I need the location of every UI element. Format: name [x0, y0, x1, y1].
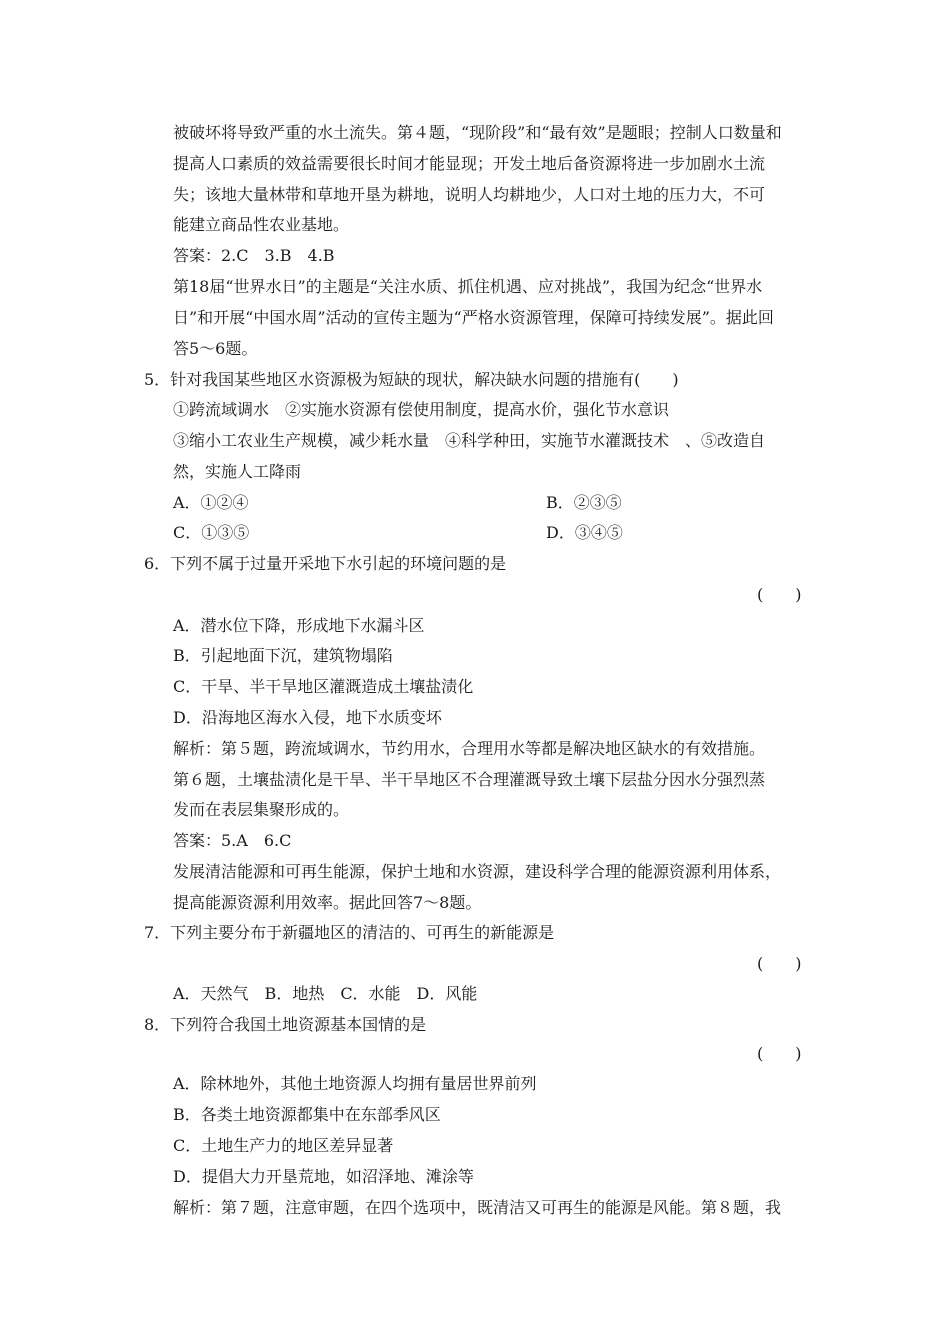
intro-line: 答5～6题。: [173, 339, 258, 358]
question-7-answer-blank: ( ): [757, 954, 802, 973]
question-5-option-b: B．②③⑤: [546, 493, 622, 512]
analysis-line: 解析：第５题，跨流域调水，节约用水，合理用水等都是解决地区缺水的有效措施。: [173, 739, 766, 758]
question-6-option: D．沿海地区海水入侵，地下水质变坏: [173, 708, 442, 727]
question-6-answer-blank: ( ): [757, 585, 802, 604]
question-6-option: B．引起地面下沉，建筑物塌陷: [173, 646, 393, 665]
intro-line: 提高能源资源利用效率。据此回答7～8题。: [173, 893, 482, 912]
answer-line: 答案：2.C 3.B 4.B: [173, 246, 335, 265]
analysis-line: 解析：第７题，注意审题，在四个选项中，既清洁又可再生的能源是风能。第８题，我: [173, 1198, 782, 1217]
question-6-option: C．干旱、半干旱地区灌溉造成土壤盐渍化: [173, 677, 474, 696]
question-5-item: 然，实施人工降雨: [173, 462, 302, 481]
analysis-line: 第６题，土壤盐渍化是干旱、半干旱地区不合理灌溉导致土壤下层盐分因水分强烈蒸: [173, 770, 766, 789]
question-5-item: ③缩小工农业生产规模，减少耗水量 ④科学种田，实施节水灌溉技术 、⑤改造自: [173, 431, 766, 450]
passage-line: 提高人口素质的效益需要很长时间才能显现；开发土地后备资源将进一步加剧水土流: [173, 154, 766, 173]
intro-line: 日”和开展“中国水周”活动的宣传主题为“严格水资源管理，保障可持续发展”。据此回: [173, 308, 774, 327]
question-7-stem: 7．下列主要分布于新疆地区的清洁的、可再生的新能源是: [144, 923, 555, 942]
question-5-option-a: A．①②④: [173, 493, 249, 512]
analysis-line: 发而在表层集聚形成的。: [173, 800, 350, 819]
question-5-item: ①跨流域调水 ②实施水资源有偿使用制度，提高水价，强化节水意识: [173, 400, 670, 419]
question-6-option: A．潜水位下降，形成地下水漏斗区: [173, 616, 425, 635]
question-8-option: C．土地生产力的地区差异显著: [173, 1136, 394, 1155]
question-8-answer-blank: ( ): [757, 1044, 802, 1063]
question-7-options: A．天然气 B．地热 C．水能 D．风能: [173, 984, 478, 1003]
passage-line: 失；该地大量林带和草地开垦为耕地，说明人均耕地少，人口对土地的压力大，不可: [173, 185, 766, 204]
question-5-option-d: D．③④⑤: [546, 523, 623, 542]
answer-line: 答案：5.A 6.C: [173, 831, 292, 850]
question-8-stem: 8．下列符合我国土地资源基本国情的是: [144, 1015, 427, 1034]
question-8-option: B．各类土地资源都集中在东部季风区: [173, 1105, 441, 1124]
intro-line: 发展清洁能源和可再生能源，保护土地和水资源，建设科学合理的能源资源利用体系，: [173, 862, 782, 881]
passage-line: 被破坏将导致严重的水土流失。第４题，“现阶段”和“最有效”是题眼；控制人口数量和: [173, 123, 782, 142]
question-5-stem: 5．针对我国某些地区水资源极为短缺的现状，解决缺水问题的措施有( ): [144, 370, 679, 389]
intro-line: 第18届“世界水日”的主题是“关注水质、抓住机遇、应对挑战”，我国为纪念“世界水: [173, 277, 763, 296]
question-6-stem: 6．下列不属于过量开采地下水引起的环境问题的是: [144, 554, 507, 573]
question-5-option-c: C．①③⑤: [173, 523, 250, 542]
question-8-option: A．除林地外，其他土地资源人均拥有量居世界前列: [173, 1074, 537, 1093]
question-8-option: D．提倡大力开垦荒地，如沼泽地、滩涂等: [173, 1167, 474, 1186]
passage-line: 能建立商品性农业基地。: [173, 215, 350, 234]
